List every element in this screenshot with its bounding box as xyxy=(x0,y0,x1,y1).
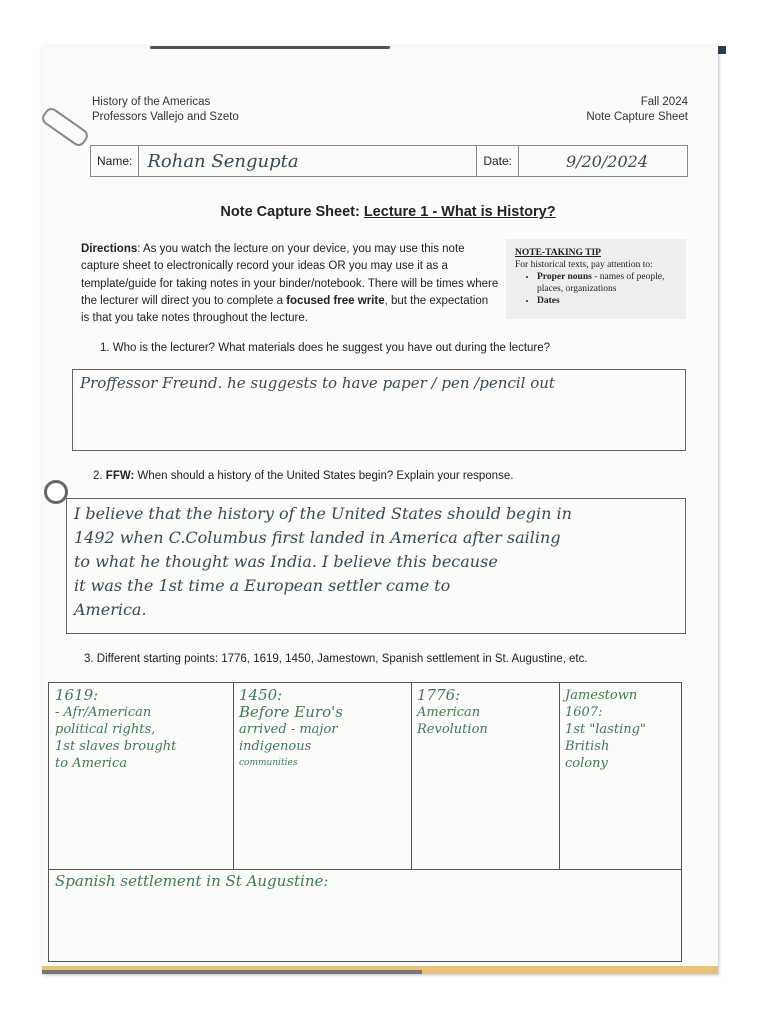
title-prefix: Note Capture Sheet: xyxy=(220,204,364,220)
tip-list xyxy=(515,271,680,307)
tip-item-1-rest: - names of people, places, organizations xyxy=(537,272,665,294)
question-2-text: When should a history of the United States begin? Explain your response. xyxy=(134,470,514,482)
tip-item xyxy=(537,271,680,295)
directions-emphasis: focused free write xyxy=(286,294,385,307)
starting-points-grid xyxy=(48,682,682,962)
date-label: Date: xyxy=(477,146,519,176)
question-2-label: FFW: xyxy=(105,470,135,482)
name-date-box xyxy=(90,145,688,177)
grid-cell-jamestown[interactable] xyxy=(559,683,680,869)
answer-1: Proffessor Freund. he suggests to have paper / pen /pencil out xyxy=(80,374,555,392)
question-1: 1. Who is the lecturer? What materials does he suggest you have out during the lecture? xyxy=(100,342,551,354)
cell-heading: 1619: xyxy=(55,686,99,704)
page-fold-shadow xyxy=(150,46,390,49)
cell-line: arrived - major xyxy=(239,722,338,737)
cell-notes xyxy=(233,683,411,776)
directions-label: Directions xyxy=(81,243,138,255)
cell-line: Revolution xyxy=(417,722,488,737)
page-bottom-shadow xyxy=(42,970,422,974)
course-title: History of the Americas xyxy=(92,96,211,108)
cell-heading: 1450: xyxy=(239,686,283,704)
tip-item-1-bold: Proper nouns xyxy=(537,272,592,282)
tip-title: NOTE-TAKING TIP xyxy=(515,248,601,258)
cell-notes xyxy=(49,683,233,776)
cell-line: political rights, xyxy=(55,722,156,737)
tip-intro: For historical texts, pay attention to: xyxy=(515,260,653,270)
header-right xyxy=(486,95,688,125)
date-field[interactable] xyxy=(519,146,687,176)
term: Fall 2024 xyxy=(640,96,688,108)
cell-line-small: communities xyxy=(239,758,298,768)
cell-notes xyxy=(411,683,559,742)
binder-ring xyxy=(44,480,68,504)
answer-2-line: America. xyxy=(74,600,147,619)
tip-item xyxy=(537,295,680,307)
name-field[interactable] xyxy=(139,146,477,176)
cell-line: American xyxy=(417,705,481,720)
cell-line: Before Euro's xyxy=(239,703,343,721)
cell-line: 1st slaves brought xyxy=(55,739,177,754)
name-value: Rohan Sengupta xyxy=(147,150,299,172)
st-augustine-heading: Spanish settlement in St Augustine: xyxy=(55,872,329,890)
cell-line: 1st "lasting" xyxy=(565,722,646,737)
grid-cell-1450[interactable] xyxy=(233,683,412,869)
grid-cell-1619[interactable] xyxy=(49,683,234,869)
cell-line: - Afr/American xyxy=(55,705,152,720)
cell-line: indigenous xyxy=(239,739,312,754)
header-left xyxy=(92,95,239,125)
page-title xyxy=(90,204,686,220)
directions-text-1: : As you watch the lecture on your device, you may use this note capture sheet to electronically record your ideas OR you may use it as a template/guide for taking notes in your binder/notebook. There will be times where the lecturer will direct you to complete a xyxy=(81,243,499,307)
grid-cell-1776[interactable] xyxy=(411,683,560,869)
cell-line: British xyxy=(565,739,610,754)
cell-heading: Jamestown xyxy=(565,688,638,703)
answer-2-line: it was the 1st time a European settler came to xyxy=(74,576,451,595)
note-taking-tip xyxy=(506,239,686,319)
date-value: 9/20/2024 xyxy=(565,151,649,171)
cell-notes xyxy=(559,683,680,776)
corner-mark xyxy=(718,46,726,54)
tip-item-2: Dates xyxy=(537,296,560,306)
cell-line: to America xyxy=(55,756,127,771)
directions xyxy=(81,241,499,327)
professors: Professors Vallejo and Szeto xyxy=(92,111,239,123)
answer-2-line: 1492 when C.Columbus first landed in America after sailing xyxy=(74,528,561,547)
sheet-type: Note Capture Sheet xyxy=(586,111,688,123)
cell-line: colony xyxy=(565,756,608,771)
name-label: Name: xyxy=(91,146,139,176)
directions-text-2: , but the expectation is that you take notes throughout the lecture. xyxy=(81,294,489,325)
answer-2-line: I believe that the history of the United States should begin in xyxy=(74,504,572,523)
answer-2-line: to what he thought was India. I believe this because xyxy=(74,552,498,571)
question-2-number: 2. xyxy=(93,470,106,482)
answer-2 xyxy=(74,502,680,622)
question-2 xyxy=(93,469,513,484)
question-3: 3. Different starting points: 1776, 1619, 1450, Jamestown, Spanish settlement in St. Augustine, etc. xyxy=(84,653,588,665)
lecture-title: Lecture 1 - What is History? xyxy=(363,204,556,220)
grid-cell-st-augustine[interactable] xyxy=(49,869,681,892)
cell-line: 1607: xyxy=(565,705,603,720)
cell-heading: 1776: xyxy=(417,686,461,704)
